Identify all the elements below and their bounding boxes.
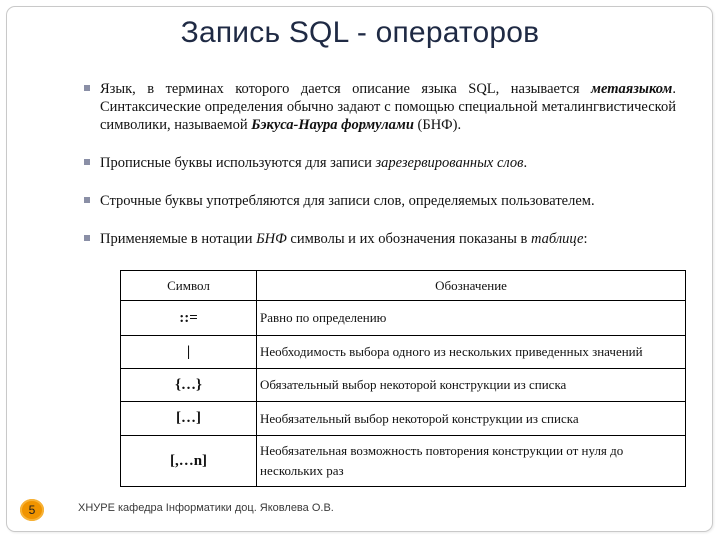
- column-header-symbol: Символ: [121, 271, 257, 301]
- table-row: [121, 402, 686, 436]
- bullet-text: Применяемые в нотации: [100, 231, 257, 247]
- column-header-meaning: Обозначение: [257, 271, 686, 301]
- bullet-item-2: [84, 154, 676, 172]
- symbol-cell: |: [121, 336, 257, 369]
- table-header-row: [121, 271, 686, 301]
- symbol-cell: […]: [121, 402, 257, 436]
- page-number-badge: 5: [20, 499, 44, 521]
- table-row: [121, 301, 686, 336]
- symbol-cell: ::=: [121, 301, 257, 336]
- table-row: [121, 369, 686, 402]
- bullet-emphasis: зарезервированных слов: [375, 155, 524, 171]
- meaning-cell: Необязательная возможность повторения конструкции от нуля до нескольких раз: [257, 436, 686, 487]
- bullet-text: символы и их обозначения показаны в: [286, 231, 532, 247]
- bullet-text: .: [523, 155, 528, 171]
- footer-text: ХНУРЕ кафедра Інформатики доц. Яковлева О.В.: [78, 502, 334, 514]
- symbol-cell: {…}: [121, 369, 257, 402]
- bullet-text: Прописные буквы используются для записи: [100, 155, 376, 171]
- bullet-item-1: [84, 80, 676, 134]
- meaning-cell: Равно по определению: [257, 301, 686, 336]
- meaning-cell: Обязательный выбор некоторой конструкции из списка: [257, 369, 686, 402]
- bullet-item-4: [84, 230, 676, 248]
- bnf-table-wrapper: [120, 270, 686, 480]
- bnf-symbol-table: [120, 270, 686, 487]
- table-row: [121, 436, 686, 487]
- bullet-emphasis: БНФ: [256, 231, 287, 247]
- bullet-emphasis: Бэкуса-Наура формулами: [251, 117, 414, 133]
- table-row: [121, 336, 686, 369]
- bullet-item-3: [84, 192, 676, 210]
- meaning-cell: Необходимость выбора одного из нескольких приведенных значений: [257, 336, 686, 369]
- bullet-marker: [84, 235, 90, 241]
- bullet-marker: [84, 197, 90, 203]
- bullet-list: [84, 80, 676, 268]
- bullet-text: Язык, в терминах которого дается описание языка SQL, называется: [100, 81, 592, 97]
- bullet-emphasis: таблице: [531, 231, 584, 247]
- bullet-text: Строчные буквы употребляются для записи слов, определяемых пользователем.: [100, 193, 595, 209]
- bullet-text: :: [583, 231, 588, 247]
- bullet-marker: [84, 85, 90, 91]
- bullet-emphasis: метаязыком: [591, 81, 673, 97]
- slide-title: Запись SQL - операторов: [180, 16, 540, 49]
- bullet-text: . Синтаксические определения обычно задают с помощью специальной металингвистической символики, называемой: [100, 81, 676, 133]
- bullet-marker: [84, 159, 90, 165]
- symbol-cell: [,…n]: [121, 436, 257, 487]
- meaning-cell: Необязательный выбор некоторой конструкции из списка: [257, 402, 686, 436]
- bullet-text: (БНФ).: [413, 117, 462, 133]
